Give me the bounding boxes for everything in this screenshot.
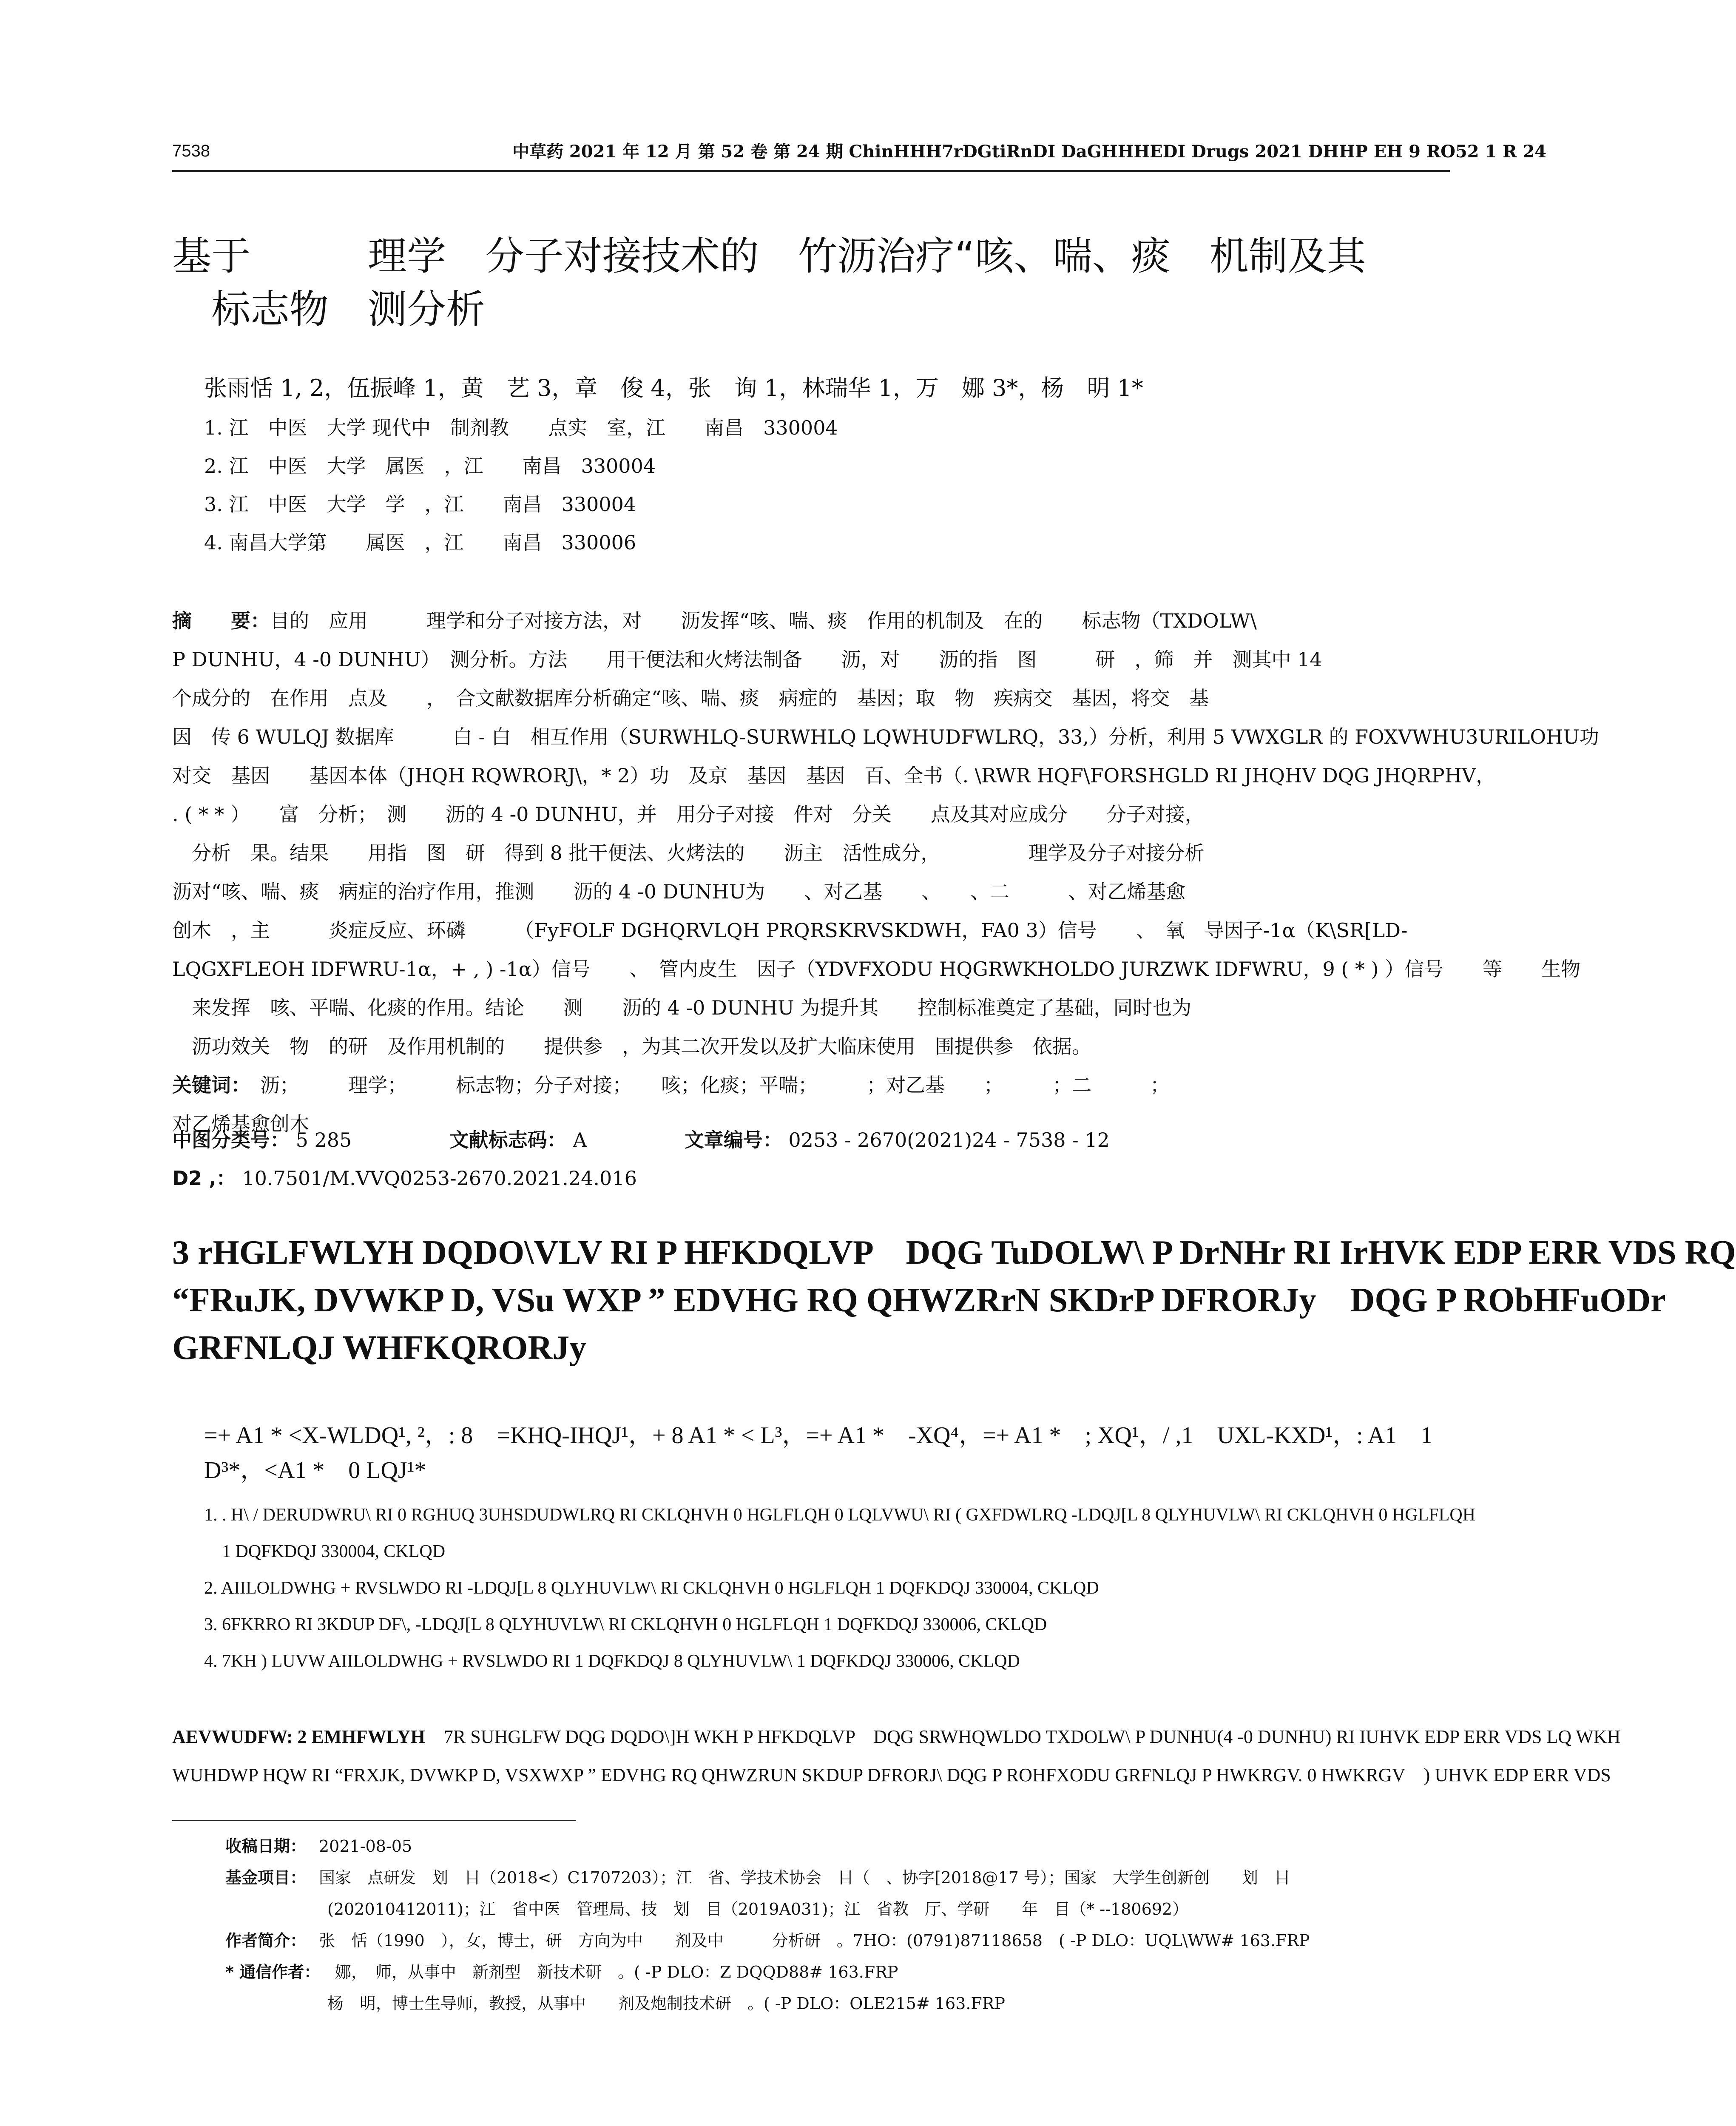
abstract-line: 沥功效关 物 的研 及作用机制的 提供参 ，为其二次开发以及扩大临床使用 围提供参 依据。 (172, 1035, 1091, 1058)
abstract-line: 目的 应用 理学和分子对接方法，对 沥发挥“咳、喘、痰 作用的机制及 在的 标志物（TXDOLW\ (270, 609, 1257, 632)
abstract-label: 摘 要： (172, 609, 270, 632)
author-bio: 张 恬（1990 ），女，博士，研 方向为中 剂及中 分析研 。7HO：(0791)87118658 ( -P DLO：UQL\WW# 163.FRP (319, 1931, 1310, 1950)
english-abstract (172, 1718, 1621, 1794)
english-affiliation: 2. AIILOLDWHG + RVSLWDO RI -LDQJ[L 8 QLYHUVLW\ RI CKLQHVH 0 HGLFLQH 1 DQFKDQJ 330004, CKLQD (204, 1578, 1099, 1598)
abstract (172, 602, 1600, 1143)
abstract-line: 因 传 6 WULQJ 数据库 白 - 白 相互作用（SURWHLQ-SURWHLQ LQWHUDFWLRQ，33,）分析，利用 5 VWXGLR 的 FOXVWHU3URILOHU功 (172, 725, 1600, 748)
keywords: 沥； 理学； 标志物；分子对接； 咳；化痰；平喘； ；对乙基 ； ；二 ； (241, 1074, 1170, 1097)
clc-label: 中图分类号： (172, 1128, 290, 1151)
english-authors: =+ A1 * <X-WLDQ¹, ²，: 8 =KHQ-IHQJ¹，+ 8 A1 * < L³，=+ A1 * -XQ⁴，=+ A1 * ; XQ¹，/ ,1 UXL-KXD¹，: A1 1 D³*，<A1 * 0 LQJ¹* (204, 1422, 1433, 1484)
author-bio-label: 作者简介： (225, 1931, 307, 1950)
clc-number: 5 285 (295, 1128, 352, 1151)
page-number: 7538 (172, 142, 210, 160)
footnotes (225, 1830, 1450, 2019)
english-affiliations (204, 1497, 1476, 1680)
running-header (172, 138, 1547, 164)
affiliation-2: 2. 江 中医 大学 属医 ，江 南昌 330004 (204, 455, 656, 477)
fund-label: 基金项目： (225, 1868, 307, 1887)
english-title-line: “FRuJK, DVWKP D, VSu WXP ” EDVHG RQ QHWZRrN SKDrP DFRORJy DQG P RObHFuODr (172, 1282, 1666, 1319)
english-affiliation: 1 DQFKDQJ 330004, CKLQD (204, 1542, 446, 1561)
doi-line (172, 1163, 637, 1191)
affiliation-4: 4. 南昌大学第 属医 ，江 南昌 330006 (204, 531, 636, 554)
abstract-line: 对交 基因 基因本体（JHQH RQWRORJ\，* 2）功 及京 基因 基因 百、全书（. \RWR HQF\FORSHGLD RI JHQHV DQG JHQRPHV， (172, 764, 1496, 787)
english-title-line: 3 rHGLFWLYH DQDO\VLV RI P HFKDQLVP DQG TuDOLW\ P DrNHr RI IrHVK EDP ERR VDS RQ (172, 1234, 1736, 1271)
article-number-label: 文章编号： (684, 1128, 782, 1151)
corresponding-label: * 通信作者： (225, 1963, 321, 1981)
keywords-continued: 对乙烯基愈创木 (172, 1112, 309, 1135)
abstract-line: 沥对“咳、喘、痰 病症的治疗作用，推测 沥的 4 -0 DUNHU为 、对乙基 、 、二 、对乙烯基愈 (172, 880, 1186, 903)
english-affiliation: 4. 7KH ) LUVW AIILOLDWHG + RVSLWDO RI 1 DQFKDQJ 8 QLYHUVLW\ 1 DQFKDQJ 330006, CKLQD (204, 1651, 1020, 1671)
doc-code: A (573, 1128, 587, 1151)
corresponding-author-2: 杨 明，博士生导师，教授，从事中 剂及炮制技术研 。( -P DLO：OLE215# 163.FRP (327, 1994, 1005, 2013)
abstract-line: 分析 果。结果 用指 图 研 得到 8 批干便法、火烤法的 沥主 活性成分， 理学及分子对接分析 (172, 841, 1205, 864)
english-abstract-text: WUHDWP HQW RI “FRXJK, DVWKP D, VSXWXP ” EDVHG RQ QHWZRUN SKDUP DFRORJ\ DQG P ROHFXODU GRFNLQJ P HWKRGV. 0 HWKRGV ) UHVK EDP ERR VDS (172, 1765, 1611, 1785)
english-affiliation: 3. 6FKRRO RI 3KDUP DF\, -LDQJ[L 8 QLYHUVLW\ RI CKLQHVH 0 HGLFLQH 1 DQFKDQJ 330006, CKLQD (204, 1615, 1047, 1634)
classification-line (172, 1125, 1110, 1153)
english-title-line: GRFNLQJ WHFKQRORJy (172, 1329, 587, 1367)
abstract-line: P DUNHU，4 -0 DUNHU） 测分析。方法 用干便法和火烤法制备 沥，对 沥的指 图 研 ，筛 并 测其中 14 (172, 648, 1322, 671)
doi-label: D2 ,： (172, 1167, 236, 1190)
article-number: 0253 - 2670(2021)24 - 7538 - 12 (788, 1128, 1110, 1151)
title-line-2: 标志物 测分析 (172, 287, 486, 332)
abstract-line: LQGXFLEOH IDFWRU-1α，+ , ) -1α）信号 、 管内皮生 因子（YDVFXODU HQGRWKHOLDO JURZWK IDFWRU，9 ( * ) ）信号 等 生物 (172, 958, 1581, 981)
fund-text-continued: (202010412011)；江 省中医 管理局、技 划 目（2019A031)；江 省教 厅、学研 年 目（* --180692） (327, 1900, 1189, 1919)
english-abstract-label: AEVWUDFW: 2 EMHFWLYH (172, 1726, 425, 1747)
header-rule (172, 170, 1450, 172)
english-affiliation: 1. . H\ / DERUDWRU\ RI 0 RGHUQ 3UHSDUDWLRQ RI CKLQHVH 0 HGLFLQH 0 LQLVWU\ RI ( GXFDWLRQ -LDQJ[L 8 QLYHUVLW\ RI CKLQHVH 0 HGLFLQH (204, 1505, 1476, 1525)
affiliation-1: 1. 江 中医 大学 现代中 制剂教 点实 室，江 南昌 330004 (204, 416, 838, 439)
abstract-line: . ( * * ） 富 分析； 测 沥的 4 -0 DUNHU，并 用分子对接 件对 分关 点及其对应成分 分子对接， (172, 803, 1205, 826)
doi-value: 10.7501/M.VVQ0253-2670.2021.24.016 (242, 1167, 637, 1190)
footnote-rule (172, 1820, 576, 1821)
english-abstract-text: 7R SUHGLFW DQG DQDO\]H WKH P HFKDQLVP DQG SRWHQWLDO TXDOLW\ P DUNHU(4 -0 DUNHU) RI IUHVK EDP ERR VDS LQ WKH (443, 1726, 1621, 1747)
affiliation-3: 3. 江 中医 大学 学 ，江 南昌 330004 (204, 493, 636, 516)
journal-info: 中草药 2021 年 12 月 第 52 卷 第 24 期 ChinHHH7rDGtiRnDI DaGHHHEDI Drugs 2021 DHHP EH 9 RO52 1 R 24 (512, 142, 1547, 162)
keywords-label: 关键词： (172, 1074, 241, 1097)
received-label: 收稿日期： (225, 1837, 307, 1856)
title-line-1: 基于 理学 分子对接技术的 竹沥治疗“咳、喘、痰 机制及其 (172, 233, 1366, 279)
doc-code-label: 文献标志码： (449, 1128, 567, 1151)
abstract-line: 创木 ，主 炎症反应、环磷 （FyFOLF DGHQRVLQH PRQRSKRVSKDWH，FA0 3）信号 、 氧 导因子-1α（K\SR[LD- (172, 919, 1408, 942)
abstract-line: 个成分的 在作用 点及 ， 合文献数据库分析确定“咳、喘、痰 病症的 基因；取 物 疾病交 基因，将交 基 (172, 687, 1209, 710)
received-date: 2021-08-05 (319, 1837, 412, 1856)
abstract-line: 来发挥 咳、平喘、化痰的作用。结论 测 沥的 4 -0 DUNHU 为提升其 控制标准奠定了基础，同时也为 (172, 996, 1192, 1019)
fund-text: 国家 点研发 划 目（2018<）C1707203）；江 省、学技术协会 目（ 、协字[2018@17 号）；国家 大学生创新创 划 目 (319, 1868, 1290, 1887)
author-list: 张雨恬 1, 2，伍振峰 1，黄 艺 3，章 俊 4，张 询 1，林瑞华 1，万 娜 3*，杨 明 1* (204, 375, 1143, 401)
article-title (172, 230, 1450, 336)
english-title (172, 1229, 1736, 1372)
corresponding-author-1: 娜， 师，从事中 新剂型 新技术研 。( -P DLO：Z DQQD88# 163.FRP (319, 1963, 898, 1981)
